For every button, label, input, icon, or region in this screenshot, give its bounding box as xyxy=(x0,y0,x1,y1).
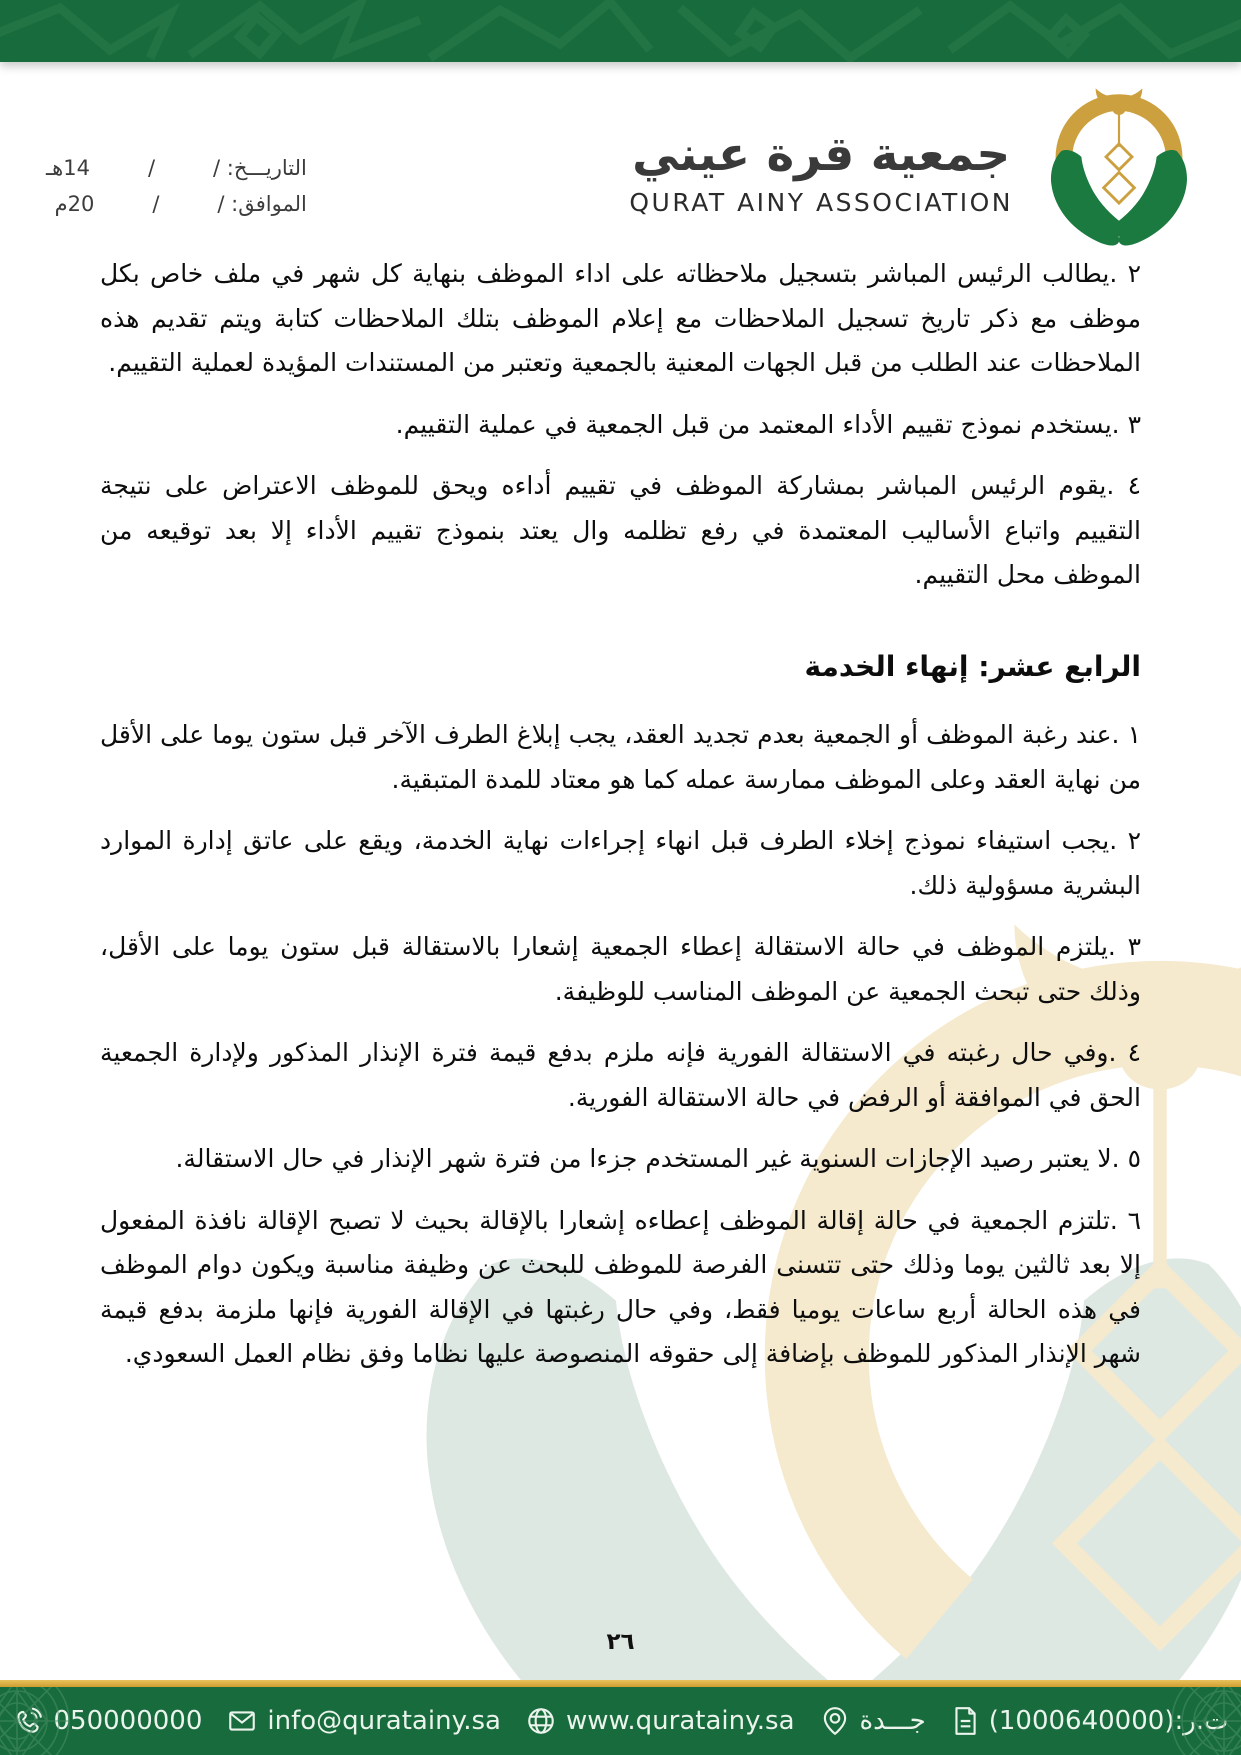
gregorian-date-field xyxy=(46,192,307,216)
gregorian-date-label: الموافق: / xyxy=(217,192,307,216)
footer-city: جـــدة xyxy=(859,1706,926,1736)
footer-gold-divider xyxy=(0,1680,1241,1687)
footer-registration-number: ت.ر:(1000640000) xyxy=(988,1706,1229,1736)
hijri-date-year: 14هـ xyxy=(46,156,90,180)
termination-item-2: ٢ .يجب استيفاء نموذج إخلاء الطرف قبل انهاء إجراءات نهاية الخدمة، ويقع على عاتق إدارة الموارد البشرية مسؤولية ذلك. xyxy=(100,826,1141,900)
organization-logo xyxy=(1035,70,1203,256)
footer-email-address[interactable]: info@quratainy.sa xyxy=(267,1706,501,1736)
organization-brand xyxy=(629,109,1013,217)
footer-website-url[interactable]: www.quratainy.sa xyxy=(566,1706,795,1736)
band-geometric-pattern xyxy=(0,0,1241,62)
date-fields xyxy=(46,110,307,216)
termination-item-3: ٣ .يلتزم الموظف في حالة الاستقالة إعطاء الجمعية إشعارا بالاستقالة قبل ستون يوما على الأقل، وذلك حتى تبحث الجمعية عن الموظف المناسب للوظيفة. xyxy=(100,932,1141,1006)
document-header xyxy=(0,78,1241,248)
document-footer xyxy=(0,1680,1241,1755)
paragraph-evaluation-4: ٤ .يقوم الرئيس المباشر بمشاركة الموظف في تقييم أداءه ويحق للموظف الاعتراض على نتيجة التقييم واتباع الأساليب المعتمدة في رفع تظلمه وال يعتد بنموذج تقييم الأداء إلا بعد توقيعه من الموظف محل التقييم. xyxy=(100,471,1141,589)
header-decorative-band xyxy=(0,0,1241,62)
footer-mandala-pattern-right xyxy=(1169,1687,1241,1755)
termination-item-5: ٥ .لا يعتبر رصيد الإجازات السنوية غير المستخدم جزءا من فترة شهر الإنذار في حال الاستقالة. xyxy=(175,1144,1141,1174)
termination-item-1: ١ .عند رغبة الموظف أو الجمعية بعدم تجديد العقد، يجب إبلاغ الطرف الآخر قبل ستون يوما على الأقل من نهاية العقد وعلى الموظف ممارسة عمله كما هو معتاد للمدة المتبقية. xyxy=(100,720,1141,794)
organization-name-arabic: جمعية قرة عيني xyxy=(632,127,1011,182)
footer-phone-number[interactable]: 050000000 xyxy=(53,1706,203,1736)
document-body xyxy=(0,252,1241,1394)
gregorian-date-slash: / xyxy=(152,192,160,216)
document-icon xyxy=(950,1705,980,1737)
footer-email xyxy=(226,1705,501,1737)
page-number: ٢٦ xyxy=(606,1629,635,1655)
hands-icon xyxy=(1051,150,1187,245)
organization-name-english: QURAT AINY ASSOCIATION xyxy=(629,188,1013,217)
hijri-date-slash: / xyxy=(147,156,156,180)
hijri-date-field xyxy=(46,156,307,180)
termination-item-6: ٦ .تلتزم الجمعية في حالة إقالة الموظف إعطاءه إشعارا بالإقالة بحيث لا تصبح الإقالة نافذة المفعول إلا بعد ثالثين يوما وذلك حتى تتسنى الفرصة للموظف للبحث عن وظيفة مناسبة ويكون دوام الموظف في هذه الحالة أربع ساعات يوميا فقط، وفي حال رغبتها في الإقالة الفورية فإنها ملزمة بدفع قيمة شهر الإنذار المذكور للموظف بإضافة إلى حقوقه المنصوصة عليها نظاما وفق نظام العمل السعودي. xyxy=(100,1205,1141,1369)
gregorian-date-year: 20م xyxy=(54,192,95,216)
location-pin-icon xyxy=(819,1705,851,1737)
envelope-icon xyxy=(226,1705,258,1737)
hijri-date-label: التاريـــخ: / xyxy=(213,156,307,180)
paragraph-evaluation-3: ٣ .يستخدم نموذج تقييم الأداء المعتمد من قبل الجمعية في عملية التقييم. xyxy=(395,409,1141,439)
footer-location xyxy=(819,1705,926,1737)
section-heading-termination: الرابع عشر: إنهاء الخدمة xyxy=(804,649,1141,683)
globe-icon xyxy=(525,1705,557,1737)
paragraph-evaluation-2: ٢ .يطالب الرئيس المباشر بتسجيل ملاحظاته على اداء الموظف بنهاية كل شهر في ملف خاص بكل موظف مع ذكر تاريخ تسجيل الملاحظات مع إعلام الموظف بتلك الملاحظات كتابة ويتم تقديم هذه الملاحظات عند الطلب من قبل الجهات المعنية بالجمعية وتعتبر من المستندات المؤيدة لعملية التقييم. xyxy=(100,259,1141,377)
footer-mandala-pattern-left xyxy=(0,1687,72,1755)
termination-item-4: ٤ .وفي حال رغبته في الاستقالة الفورية فإنه ملزم بدفع قيمة فترة الإنذار المذكور ولإدارة الجمعية الحق في الموافقة أو الرفض في حالة الاستقالة الفورية. xyxy=(100,1038,1141,1112)
footer-website xyxy=(525,1705,795,1737)
footer-contact-band xyxy=(0,1687,1241,1755)
